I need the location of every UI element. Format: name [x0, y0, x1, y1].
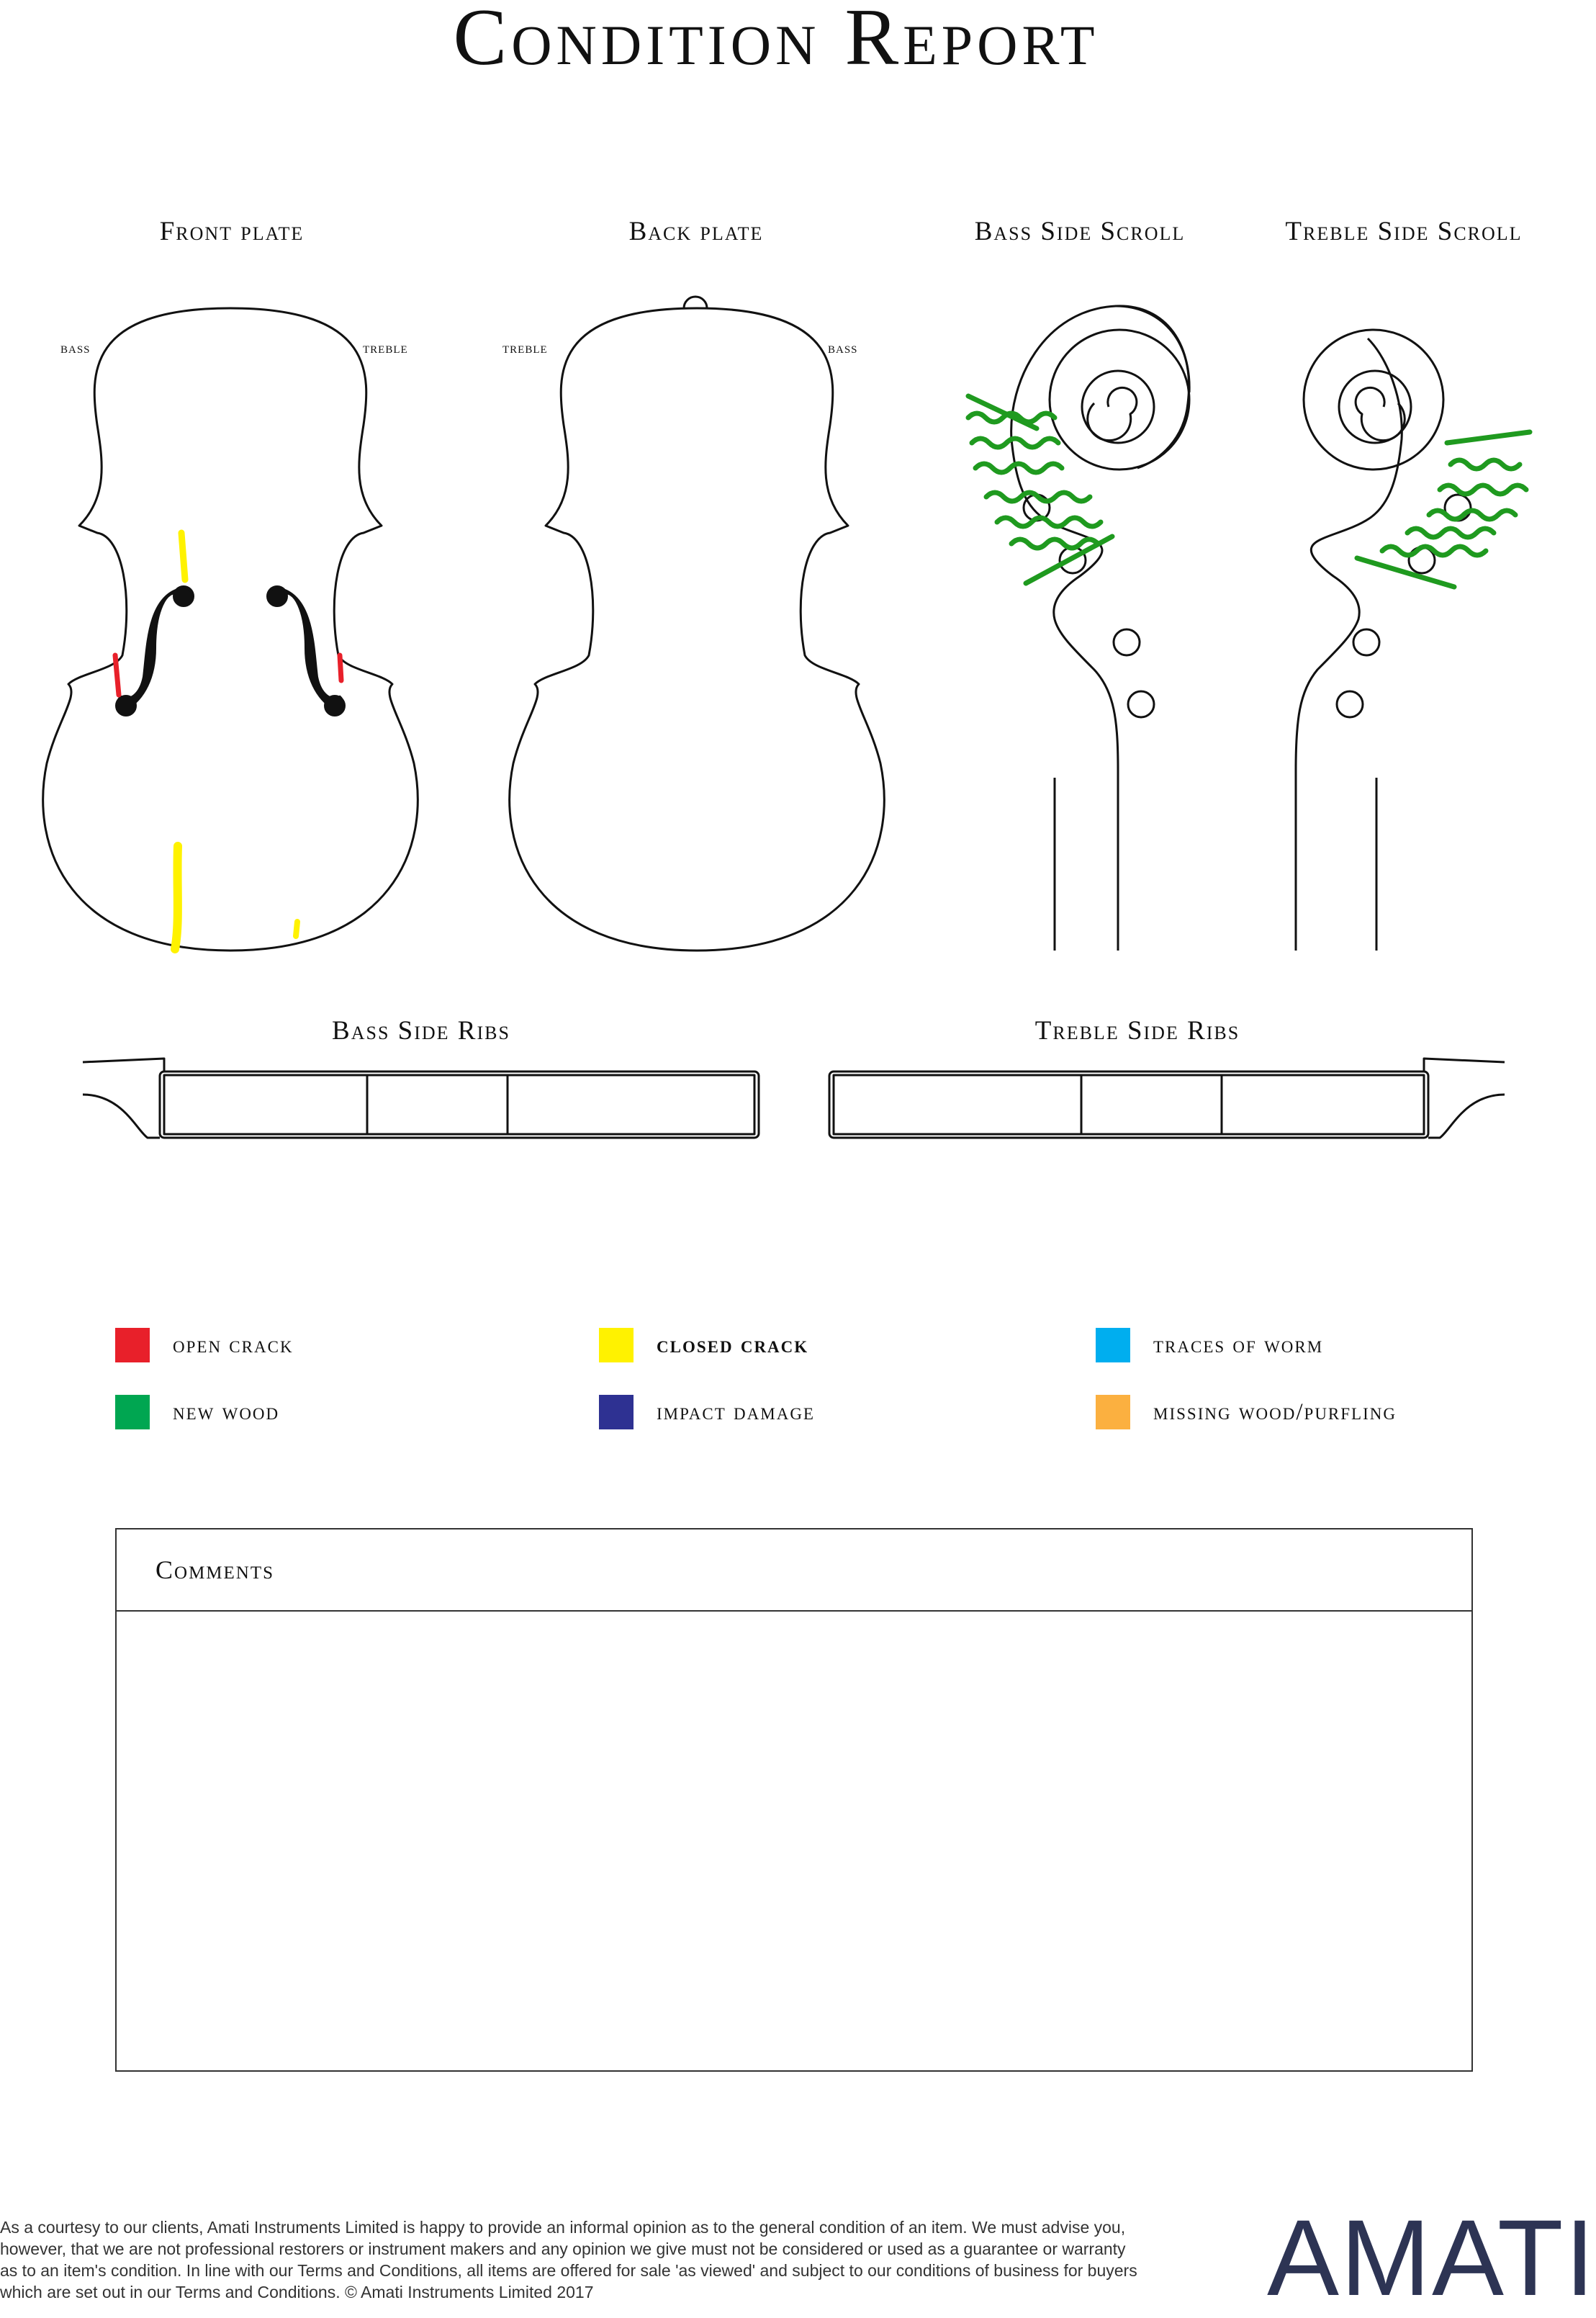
- comments-box: [115, 1528, 1473, 2072]
- legend-new-wood: [115, 1395, 279, 1429]
- legend-swatch: [115, 1328, 150, 1362]
- comments-heading: Comments: [117, 1529, 1471, 1612]
- legend-swatch: [1096, 1395, 1130, 1429]
- bass-scroll-outline: [1011, 306, 1189, 951]
- closed-crack-mark: [181, 533, 185, 580]
- new-wood-mark: [1451, 460, 1520, 469]
- bass-side-ribs-outline: [164, 1075, 754, 1134]
- closed-crack-mark: [175, 846, 178, 949]
- disclaimer-text: As a courtesy to our clients, Amati Instruments Limited is happy to provide an informal opinion as to the general condition of an item. We must advise you, however, that we are not professional restorers or instrument makers and any opinion we give must not be considered or used as a guarantee or warranty as to an item's condition. In line with our Terms and Conditions, all items are offered for sale 'as viewed' and subject to our conditions of business for buyers which are set out in our Terms and Conditions. © Amati Instruments Limited 2017: [0, 2218, 1137, 2301]
- legend-closed-crack: [599, 1328, 808, 1362]
- open-crack-mark: [340, 655, 341, 680]
- legend-missing-wood: [1096, 1395, 1397, 1429]
- front-plate-heading: Front plate: [159, 217, 305, 246]
- back-treble-label: treble: [502, 338, 548, 356]
- legend-open-crack: [115, 1328, 294, 1362]
- new-wood-mark: [1429, 511, 1515, 519]
- legend-swatch: [599, 1328, 634, 1362]
- comments-body[interactable]: [117, 1612, 1471, 2072]
- new-wood-mark: [1011, 539, 1098, 548]
- new-wood-mark: [972, 439, 1058, 447]
- legend-label: impact damage: [657, 1398, 815, 1425]
- front-treble-label: treble: [363, 338, 408, 356]
- legend-label: traces of worm: [1153, 1331, 1324, 1358]
- new-wood-mark: [1357, 558, 1454, 587]
- legend-label: closed crack: [657, 1331, 809, 1358]
- treble-side-scroll-heading: Treble Side Scroll: [1285, 217, 1523, 246]
- new-wood-mark: [1026, 536, 1112, 583]
- bass-side-scroll-heading: Bass Side Scroll: [974, 217, 1186, 246]
- new-wood-mark: [1382, 547, 1486, 555]
- legend-traces-of-worm: [1096, 1328, 1323, 1362]
- new-wood-mark: [997, 518, 1101, 526]
- new-wood-mark: [975, 464, 1062, 472]
- brand-logo: AMATI: [1267, 2197, 1596, 2318]
- instrument-diagram: [0, 0, 1552, 1167]
- new-wood-mark: [1440, 485, 1526, 494]
- legend-swatch: [115, 1395, 150, 1429]
- page-title: Condition Report: [453, 0, 1099, 82]
- legend-label: open crack: [173, 1331, 294, 1358]
- treble-side-ribs-heading: Treble Side Ribs: [1034, 1016, 1240, 1046]
- legend-impact-damage: [599, 1395, 815, 1429]
- front-plate-outline: [43, 308, 418, 951]
- back-plate-heading: Back plate: [628, 217, 764, 246]
- new-wood-mark: [1447, 432, 1530, 443]
- legend-swatch: [1096, 1328, 1130, 1362]
- back-button: [684, 297, 707, 308]
- back-plate-outline: [510, 308, 885, 951]
- legend-swatch: [599, 1395, 634, 1429]
- front-bass-label: bass: [60, 338, 91, 356]
- legend-label: missing wood/purfling: [1153, 1398, 1397, 1425]
- bass-side-ribs-heading: Bass Side Ribs: [332, 1016, 510, 1046]
- new-wood-mark: [1407, 529, 1494, 537]
- open-crack-mark: [115, 655, 119, 695]
- legend-label: new wood: [173, 1398, 280, 1425]
- treble-side-ribs-outline: [834, 1075, 1424, 1134]
- new-wood-mark: [986, 493, 1090, 501]
- back-bass-label: bass: [828, 338, 858, 356]
- closed-crack-mark: [296, 922, 297, 936]
